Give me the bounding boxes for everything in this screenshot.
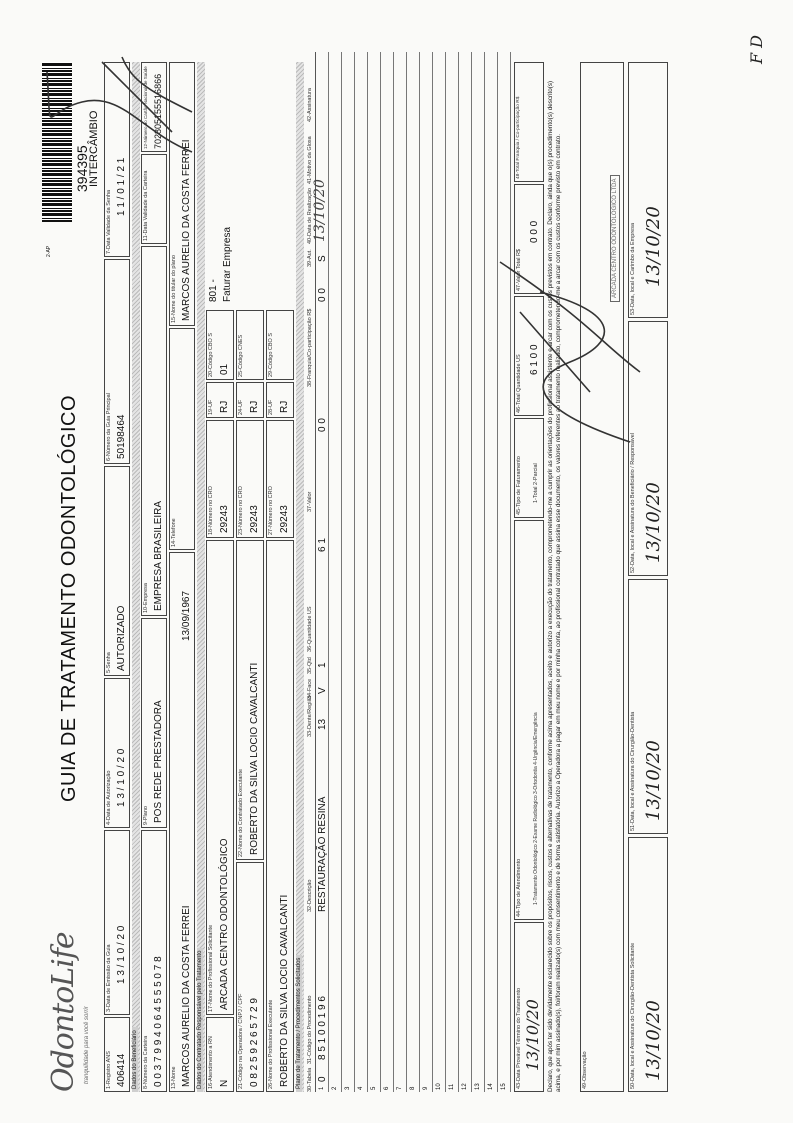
assin-cirurgiao-box <box>628 837 668 1092</box>
data-emissao-value: 1 3 / 1 0 / 2 0 <box>116 925 127 984</box>
procedure-row-number: 5 <box>371 1086 377 1090</box>
procedure-row-number: 14 <box>488 1083 494 1090</box>
row1-descricao: RESTAURAÇÃO RESINA <box>317 796 328 912</box>
telefone-label: 14-Telefone <box>171 518 177 547</box>
row1-franquia: 0 0 <box>317 288 328 302</box>
rn-label: 16-Atendimento a RN <box>208 1036 214 1089</box>
prof-exec-box <box>266 540 294 1092</box>
procedure-row-line <box>498 52 511 1092</box>
beneficiario-section-title: Dados do Beneficiário <box>132 1027 138 1092</box>
row1-aut: S <box>317 255 328 262</box>
procedure-row-number: 13 <box>475 1083 481 1090</box>
validade-senha-value: 1 1 / 0 1 / 2 1 <box>116 157 127 216</box>
registro-ans-value: 406414 <box>116 1053 127 1087</box>
cro2-label: 23-Número no CRO <box>238 486 244 535</box>
procedure-row-number: 7 <box>397 1086 403 1090</box>
cnes-box <box>236 310 264 380</box>
tipo-faturamento-options: 1-Total 2-Parcial <box>533 463 539 503</box>
form-header <box>40 52 102 1092</box>
nome-box <box>169 552 195 1092</box>
declaration-text: Declaro, que após ter sido devidamente esclarecido sobre os propósitos, riscos, custos e alternativas de tratamento, conforme acima apresentados, aceito e autorizo a execução do tratamento, comprometendo-me a cumprir as orientações do profissional assistente e arcar com os custos previstos em contrato. Declaro, ainda que o(s) procedimento(s) descrito(s) acima, e por mim assinado(s), foi/foram realizado(s) com meu consentimento e de forma satisfatória. Autorizo a Operadora a pagar em meu nome e por minha conta, ao profissional contratado que assina esse documento, os valores referentes ao tratamento realizado, comprometendo-me a arcar com os custos conforme previsto em contrato. <box>547 80 563 1092</box>
cbos3-label: 29-Código CBO S <box>268 332 274 377</box>
carteira-box <box>141 830 167 1092</box>
atendimento-options: 1-Tratamento Odontológico 2-Exame Radiológico 3-Ortodontia 4-Urgência/Emergência <box>533 712 539 905</box>
guia-principal-label: 6-Número da Guia Principal <box>106 393 112 461</box>
row1-valor: 0 0 <box>317 418 328 432</box>
col-descricao: 32-Descrição <box>307 879 313 912</box>
col-tabela: 30-Tabela <box>307 1067 313 1092</box>
uf3-box <box>266 382 294 418</box>
col-data: 40-Data de Realização <box>307 188 313 244</box>
total-us-label: 46-Total Quantidade US <box>516 354 522 413</box>
procedure-row-line <box>381 52 394 1092</box>
contratado-section-bar <box>197 62 205 1092</box>
procedure-row-line <box>394 52 407 1092</box>
solicitante-label: 17-Nome do Profissional Solicitante <box>208 924 214 1012</box>
executante-contr-value: ROBERTO DA SILVA LOCIO CAVALCANTI <box>249 662 260 855</box>
registro-ans-box <box>104 1017 130 1092</box>
row1-face: V <box>317 687 328 694</box>
row1-dente: 13 <box>317 718 328 730</box>
cnes-label: 25-Código CNES <box>238 334 244 377</box>
procedure-row-number: 10 <box>436 1083 442 1090</box>
procedure-row-line <box>420 52 433 1092</box>
uf3-value: RJ <box>279 400 290 413</box>
atendimento-box <box>514 520 544 920</box>
empresa-value: EMPRESA BRASILEIRA <box>153 500 164 611</box>
prof-exec-value: ROBERTO DA SILVA LOCIO CAVALCANTI <box>279 894 290 1087</box>
procedure-row-line <box>329 52 342 1092</box>
cro2-box <box>236 420 264 538</box>
procedimentos-rows <box>316 52 511 1092</box>
procedure-row-line <box>459 52 472 1092</box>
procedure-row-line <box>368 52 381 1092</box>
empresa-label: 10-Empresa <box>143 583 149 613</box>
col-face: 34-Face <box>307 678 313 699</box>
procedure-row-line <box>446 52 459 1092</box>
senha-label: 5-Senha <box>106 652 112 673</box>
guia-principal-value: 50198464 <box>116 414 127 459</box>
carteira-label: 8-Número da Carteira <box>143 1035 149 1089</box>
tipo-faturamento-label: 45-Tipo de Faturamento <box>516 456 522 515</box>
uf3-label: 28-UF <box>268 399 274 415</box>
valor-total-value: 0 0 0 <box>529 220 540 243</box>
procedure-row-number: 2 <box>332 1086 338 1090</box>
procedure-row-line <box>407 52 420 1092</box>
titular-label: 15-Nome do titular do plano <box>171 255 177 323</box>
uf-box <box>206 382 234 418</box>
telefone-box <box>169 328 195 550</box>
col-motivo: 41-Motivo da Glosa <box>307 136 313 184</box>
procedure-row-line <box>355 52 368 1092</box>
dental-treatment-guide-form <box>40 52 752 1092</box>
procedure-row-line <box>433 52 446 1092</box>
assin-exec-date: 13/10/20 <box>643 740 664 821</box>
procedure-row-line <box>472 52 485 1092</box>
col-dente: 33-Dente/Região <box>307 695 313 737</box>
uf-label: 19-UF <box>208 399 214 415</box>
plano-label: 9-Plano <box>143 806 149 825</box>
guide-number: 394395 <box>74 145 90 192</box>
cbos3-box <box>266 310 294 380</box>
registro-ans-label: 1-Registro ANS <box>106 1051 112 1089</box>
prof-exec-label: 26-Nome do Profissional Executante <box>268 999 274 1089</box>
intercambio-label: INTERCÂMBIO <box>88 110 100 187</box>
plano-box <box>141 618 167 828</box>
senha-box <box>104 466 130 676</box>
col-aut: 39-Aut. <box>307 249 313 267</box>
rn-value: N <box>219 1079 230 1087</box>
cbos-box <box>206 310 234 380</box>
row1-qtd: 1 <box>317 662 328 668</box>
solicitante-value: ARCADA CENTRO ODONTOLÓGICO <box>219 838 230 1010</box>
assin-benef-label: 52-Data, local e Assinatura do Beneficiário / Responsável <box>630 432 636 573</box>
operadora-box <box>236 862 264 1092</box>
procedimentos-section-bar <box>296 62 304 1092</box>
row1-data: 13/10/20 <box>312 179 328 242</box>
empresa-box <box>141 246 167 616</box>
beneficiary-signature-scribble <box>480 252 650 452</box>
beneficiario-section-bar <box>132 62 140 1092</box>
procedure-row-number: 15 <box>501 1083 507 1090</box>
rn-box <box>206 1017 234 1092</box>
procedimentos-section-title: Plano de Tratamento / Procedimentos Solicitados <box>296 955 302 1092</box>
col-codigo: 31-Código do Procedimento <box>307 995 313 1064</box>
observacao-label: 49-Observação <box>582 1051 588 1089</box>
faturamento-option: Faturar Empresa <box>222 226 233 302</box>
data-emissao-box <box>104 830 130 1015</box>
cro-label: 18-Número no CRO <box>208 486 214 535</box>
cro-box <box>206 420 234 538</box>
cro2-value: 29243 <box>249 505 260 533</box>
total-us-value: 6 1 0 0 <box>529 344 540 375</box>
procedure-row-number: 9 <box>423 1086 429 1090</box>
procedure-row-number: 11 <box>449 1083 455 1090</box>
cns-value: 702805155516866 <box>153 73 163 149</box>
solicitante-box <box>206 540 234 1015</box>
procedure-row-number: 4 <box>358 1086 364 1090</box>
cro-value: 29243 <box>219 505 230 533</box>
assin-cirurgiao-date: 13/10/20 <box>643 1000 664 1081</box>
previsao-label: 43-Data Provável Término do Tratamento <box>516 987 522 1089</box>
nome-value: MARCOS AURELIO DA COSTA FERREI <box>181 905 192 1087</box>
validade-carteira-label: 11-Data Validade da Carteira <box>143 170 149 241</box>
procedure-row-1 <box>312 52 329 1092</box>
procedure-row-number: 1 <box>319 1086 325 1090</box>
plano-value: POS REDE PRESTADORA <box>153 700 164 823</box>
contratado-section-title: Dados do Contratado Responsável pelo Tratamento <box>197 948 203 1092</box>
faturamento-code: 801 - <box>208 279 219 302</box>
logo-tagline: tranquilidade para você sorrir <box>84 1006 90 1084</box>
atendimento-label: 44-Tipo de Atendimento <box>516 858 522 917</box>
col-franquia: 38-Franquia/Co-participação R$ <box>307 308 313 387</box>
operadora-label: 21-Código na Operadora / CNPJ / CPF <box>238 993 244 1089</box>
col-qtd: 35-Qtd <box>307 657 313 674</box>
procedure-row-number: 3 <box>345 1086 351 1090</box>
assin-benef-date: 13/10/20 <box>643 482 664 563</box>
previsao-box <box>514 922 544 1092</box>
assin-empresa-label: 53-Data, local e Carimbo da Empresa <box>630 222 636 315</box>
row1-qtd-us: 6 1 <box>317 538 328 552</box>
row1-codigo: 8 5 1 0 0 1 9 6 <box>317 996 328 1060</box>
uf2-label: 24-UF <box>238 399 244 415</box>
executante-contr-label: 22-Nome do Contratado Executante <box>238 768 244 857</box>
procedure-row-line <box>485 52 498 1092</box>
col-qtd-us: 36-Quantidade US <box>307 606 313 652</box>
cro3-box <box>266 420 294 538</box>
data-autorizacao-value: 1 3 / 1 0 / 2 0 <box>116 748 127 807</box>
col-valor: 37-Valor <box>307 491 313 512</box>
data-autorizacao-box <box>104 678 130 828</box>
procedure-row-number: 6 <box>384 1086 390 1090</box>
cbos-value: 01 <box>219 363 230 375</box>
executante-contr-box <box>236 540 264 860</box>
assin-cirurgiao-label: 50-Data, local e Assinatura do Cirurgião-Dentista Solicitante <box>630 942 636 1089</box>
company-stamp: ARCADA CENTRO ODONTOLOGICO LTDA <box>610 175 620 302</box>
odontolife-logo: OdontoLife <box>46 932 81 1092</box>
copy-mark: 2-AP <box>46 245 52 257</box>
page-title: GUIA DE TRATAMENTO ODONTOLÓGICO <box>58 394 80 802</box>
guia-principal-box <box>104 259 130 464</box>
total-franquia-label: 48-Total Franquia / Co-participação R$ <box>516 96 521 179</box>
procedure-row-line <box>342 52 355 1092</box>
uf2-value: RJ <box>249 400 260 413</box>
nome-label: 13-Nome <box>171 1066 177 1089</box>
row1-tabela: 0 <box>317 1076 328 1082</box>
procedure-row-number: 8 <box>410 1086 416 1090</box>
procedure-row-number: 12 <box>462 1083 468 1090</box>
cns-label: 12-Número do Cartão Nacional de Saúde <box>143 66 148 149</box>
uf2-box <box>236 382 264 418</box>
previsao-value: 13/10/20 <box>523 999 542 1071</box>
uf-value: RJ <box>219 400 230 413</box>
operadora-value: 0 8 2 5 9 2 6 5 7 2 9 <box>249 998 260 1087</box>
titular-value: MARCOS AURELIO DA COSTA FERREI <box>181 139 192 321</box>
col-assinatura: 42-Assinatura <box>307 88 313 122</box>
cro3-label: 27-Número no CRO <box>268 486 274 535</box>
validade-senha-label: 7-Data Validade da Senha <box>106 189 112 254</box>
carteira-value: 0 0 3 7 9 9 4 0 6 4 5 5 5 0 7 8 <box>153 956 164 1087</box>
cro3-value: 29243 <box>279 505 290 533</box>
top-signature-scribble <box>42 52 202 172</box>
nascimento-value: 13/09/1967 <box>181 590 192 641</box>
assin-exec-label: 51-Data, local e Assinatura do Cirurgião-Dentista <box>630 711 636 831</box>
data-autorizacao-label: 4-Data de Autorização <box>106 770 112 825</box>
data-emissao-label: 3-Data de Emissão da Guia <box>106 944 112 1012</box>
valor-total-label: 47-Valor Total R$ <box>516 249 522 291</box>
assin-exec-box <box>628 579 668 834</box>
total-franquia-box <box>514 62 544 182</box>
assin-empresa-date: 13/10/20 <box>643 206 664 287</box>
cbos-label: 20-Código CBO S <box>208 332 214 377</box>
corner-handwritten-marks: F D <box>747 34 767 65</box>
senha-value: AUTORIZADO <box>116 605 127 671</box>
